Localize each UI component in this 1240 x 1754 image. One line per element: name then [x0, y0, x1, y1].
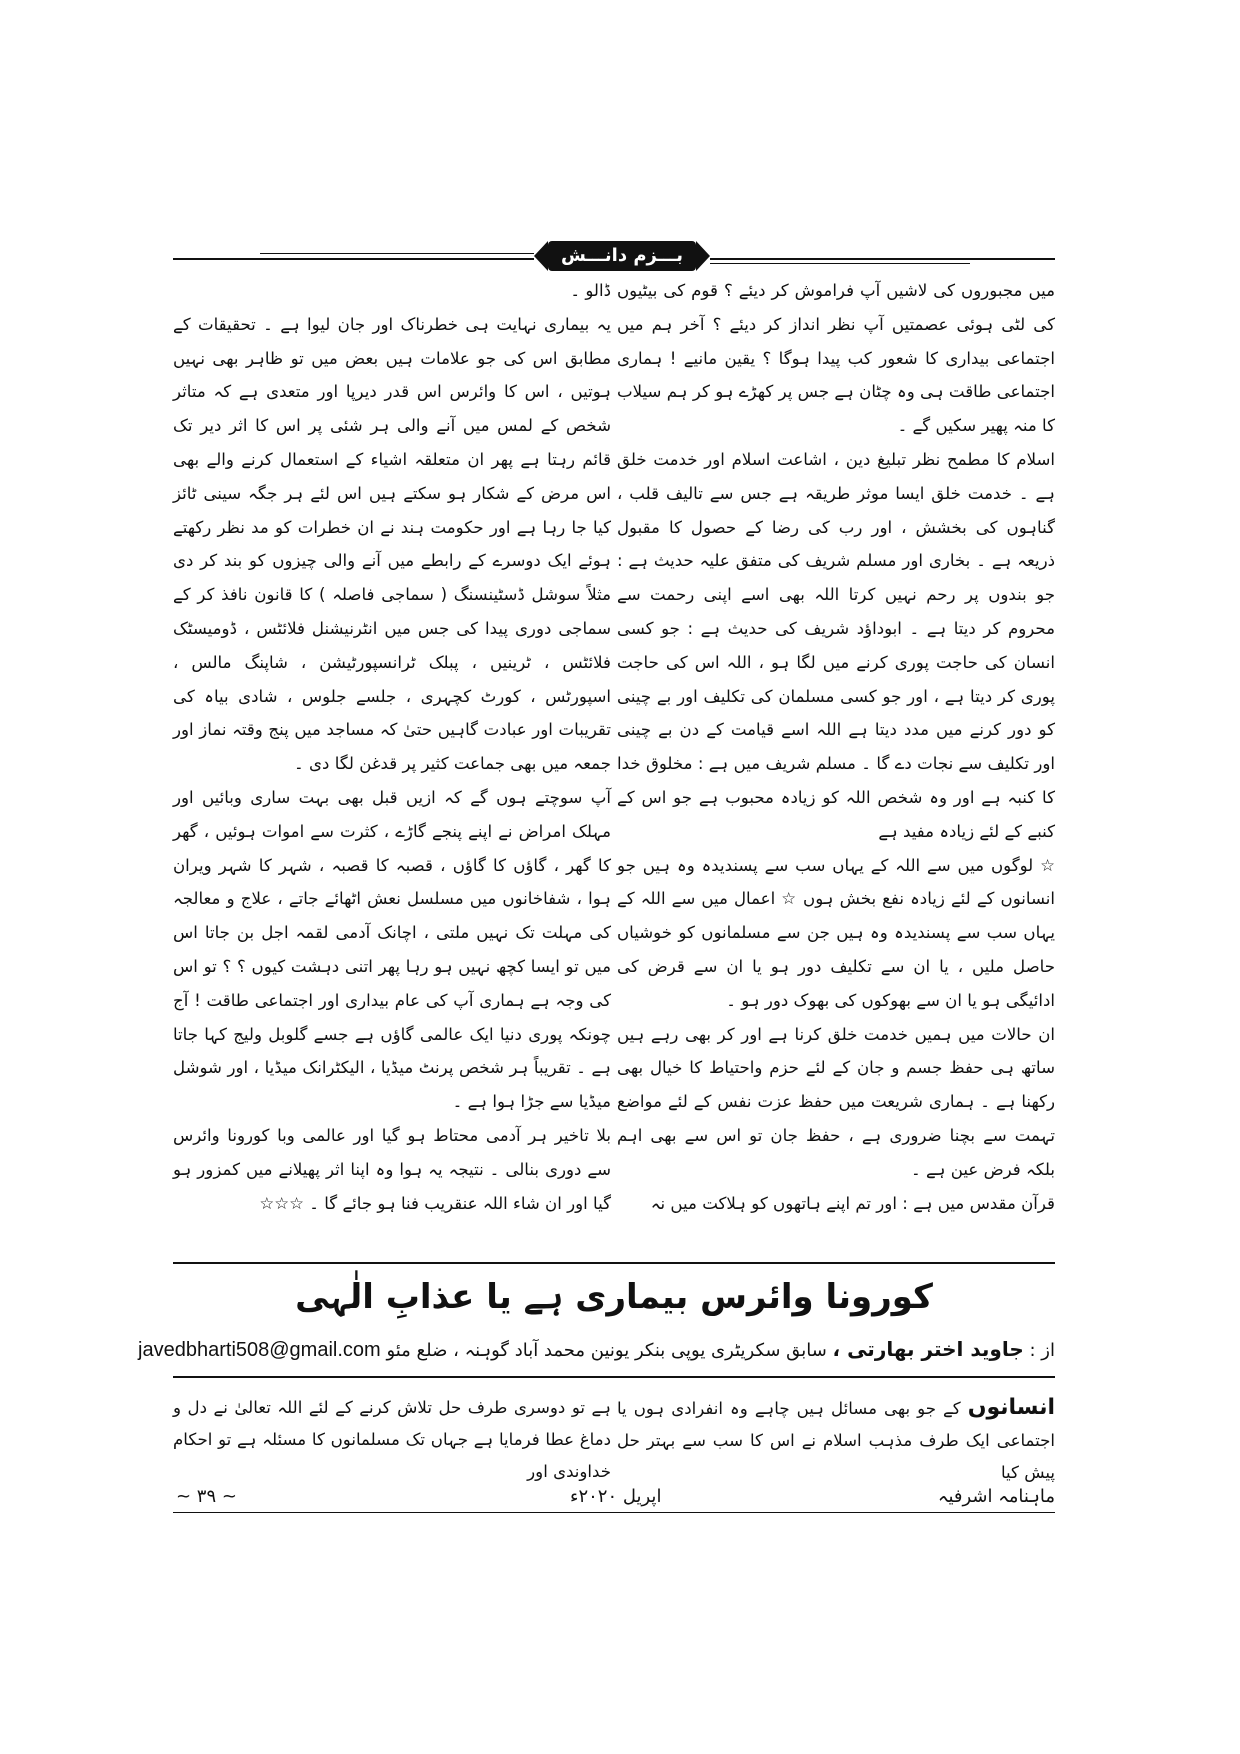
article-left-column [173, 1392, 611, 1488]
author-details: سابق سکریٹری یوپی بنکر یونین محمد آباد گوہنہ ، ضلع مئو [386, 1340, 827, 1361]
left-paragraph-1: ڈالو ۔ [570, 281, 611, 300]
author-email: javedbharti508@gmail.com [138, 1339, 381, 1361]
header-rule-left [173, 258, 534, 260]
author-name: جاوید اختر بھارتی ، [832, 1337, 1024, 1361]
byline-prefix: از : [1029, 1340, 1055, 1361]
article-left-paragraph: ہے تو دوسری طرف حل تلاش کرنے کے لئے اللہ تعالیٰ نے دل و دماغ عطا فرمایا ہے جہاں تک مسلمانوں کا مسئلہ ہے تو احکام خداوندی اور [173, 1398, 611, 1481]
article-right-column [617, 1392, 1055, 1489]
left-paragraph-2: یہ بیماری نہایت ہی خطرناک اور جان لیوا ہے ۔ تحقیقات کے مطابق اس کی جو علامات ہیں بعض میں تو ظاہر بھی نہیں ہوتیں ، اس کا وائرس اس قدر دیرپا اور متعدی ہے کہ متاثر شخص کے لمس میں آنے والی ہر شئی پر اس کا اثر دیر تک قائم رہتا ہے پھر ان متعلقہ اشیاء کے استعمال کرنے والے بھی اس مرض کے شکار ہو سکتے ہیں اس لئے ہر جگہ سینی ٹائز کیا جا رہا ہے اور حکومت ہند نے ان خطرات کو مد نظر رکھتے ہوئے ایک دوسرے کے رابطے میں آنے والی چیزوں کو بند کر دی مثلاً سوشل ڈسٹینسنگ ( سماجی فاصلہ ) کا قانون نافذ کر کے سماجی دوری پیدا کی جس میں انٹرنیشنل فلائٹس ، ڈومیسٹک فلائٹس ، ٹرینیں ، پبلک ٹرانسپورٹیشن ، شاپنگ مالس ، اسپورٹس ، کورٹ کچہری ، جلسے جلوس ، شادی بیاہ کی تقریبات اور عبادت گاہیں حتیٰ کہ مساجد میں پنج وقتہ نماز اور جمعہ میں بھی جماعت کثیر پر قدغن لگا دی ۔ [173, 314, 611, 774]
article-separator-top [173, 1262, 1055, 1264]
footer-rule [173, 1512, 1055, 1513]
right-paragraph-4: ان حالات میں ہمیں خدمت خلق کرنا ہے اور کر بھی رہے ہیں ساتھ ہی حفظ جسم و جان کے لئے حزم واحتیاط کا خیال بھی رکھنا ہے ۔ ہماری شریعت میں حفظ عزت نفس کے لئے مواضع تہمت سے بچنا ضروری ہے ، حفظ جان تو اس سے بھی اہم بلکہ فرض عین ہے ۔ [617, 1024, 1055, 1179]
header-rule-left-thin [260, 253, 534, 254]
left-paragraph-3: آپ سوچتے ہوں گے کہ ازیں قبل بھی بہت ساری وبائیں اور مہلک امراض نے اپنے پنجے گاڑے ، کثرت سے اموات ہوئیں ، گھر کا گھر ، گاؤں کا گاؤں ، قصبہ کا قصبہ ، شہر کا شہر ویران ہوا ، شفاخانوں میں مسلسل نعش اٹھائے جاتے ، علاج و معالجہ کی مہلت تک نہیں ملتی ، اچانک آدمی لقمہ اجل بن جاتا اس میں تو ایسا کچھ نہیں ہو رہا پھر اتنی دہشت کیوں ؟ ؟ تو اس کی وجہ ہے ہماری آپ کی عام بیداری اور اجتماعی طاقت ! آج چونکہ پوری دنیا ایک عالمی گاؤں ہے جسے گلوبل ولیج کہا جاتا ہے ۔ تقریباً ہر شخص پرنٹ میڈیا ، الیکٹرانک میڈیا ، اور شوشل میڈیا سے جڑا ہوا ہے ۔ [173, 787, 611, 1112]
article-byline [138, 1334, 1055, 1366]
right-column [617, 274, 1055, 1220]
left-paragraph-4: بلا تاخیر ہر آدمی محتاط ہو گیا اور عالمی وبا کورونا وائرس سے دوری بنالی ۔ نتیجہ یہ ہوا وہ اپنا اثر پھیلانے میں کمزور ہو گیا اور ان شاء اللہ عنقریب فنا ہو جائے گا ۔ ☆☆☆ [173, 1125, 611, 1213]
footer-issue-date: اپریل ۲۰۲۰ء [570, 1486, 662, 1507]
article-separator-bottom [173, 1376, 1055, 1378]
section-title: بـــزم دانـــش [548, 241, 696, 271]
article-title: کورونا وائرس بیماری ہے یا عذابِ الٰہی [295, 1277, 933, 1317]
header-rule-right-thin [710, 263, 970, 264]
right-paragraph-1: میں مجبوروں کی لاشیں آپ فراموش کر دیئے ؟ قوم کی بیٹیوں کی لٹی ہوئی عصمتیں آپ نظر انداز کر دیئے ؟ آخر ہم میں اجتماعی بیداری کا شعور کب پیدا ہوگا ؟ یقین مانیے ! ہماری اجتماعی طاقت ہی وہ چٹان ہے جس پر کھڑے ہو کر ہم سیلاب کا منہ پھیر سکیں گے ۔ [617, 281, 1055, 436]
left-column [173, 274, 611, 1220]
header-badge-right-cap [696, 241, 710, 271]
header-badge-left-cap [534, 241, 548, 271]
header-rule-right [710, 258, 1055, 260]
article-right-paragraph [617, 1392, 1055, 1489]
right-paragraph-2: اسلام کا مطمح نظر تبلیغ دین ، اشاعت اسلام اور خدمت خلق ہے ۔ خدمت خلق ایسا موثر طریقہ ہے جس سے تالیف قلب ، گناہوں کی بخشش ، اور رب کی رضا کے حصول کا مقبول ذریعہ ہے ۔ بخاری اور مسلم شریف کی متفق علیہ حدیث ہے : جو بندوں پر رحم نہیں کرتا اللہ بھی اسے اپنی رحمت سے محروم کر دیتا ہے ۔ ابوداؤد شریف کی حدیث ہے : جو کسی انسان کی حاجت پوری کرنے میں لگا ہو ، اللہ اس کی حاجت پوری کر دیتا ہے ، اور جو کسی مسلمان کی تکلیف اور بے چینی کو دور کرنے میں مدد دیتا ہے اللہ اسے قیامت کے دن بے چینی اور تکلیف سے نجات دے گا ۔ مسلم شریف میں ہے : مخلوق خدا کا کنبہ ہے اور وہ شخص اللہ کو زیادہ محبوب ہے جو اس کے کنبے کے لئے زیادہ مفید ہے [617, 449, 1055, 841]
article-lead-word: انسانوں [967, 1395, 1055, 1420]
article-right-text: کے جو بھی مسائل ہیں چاہے وہ انفرادی ہوں یا اجتماعی ایک طرف مذہب اسلام نے اس کا سب سے بہتر حل پیش کیا [617, 1399, 1055, 1482]
footer-magazine-name: ماہنامہ اشرفیہ [937, 1486, 1055, 1507]
right-paragraph-3: ☆ لوگوں میں سے اللہ کے یہاں سب سے پسندیدہ وہ ہیں جو انسانوں کے لئے زیادہ نفع بخش ہوں ☆ اعمال میں سے اللہ کے یہاں سب سے پسندیدہ وہ ہیں جن سے مسلمانوں کو خوشیاں حاصل ملیں ، یا ان سے تکلیف دور ہو یا ان سے قرض کی ادائیگی ہو یا ان سے بھوکوں کی بھوک دور ہو ۔ [617, 855, 1055, 1010]
footer-page-number: ~ ۳۹ ~ [176, 1486, 237, 1507]
right-paragraph-5: قرآن مقدس میں ہے : اور تم اپنے ہاتھوں کو ہلاکت میں نہ [650, 1193, 1055, 1213]
